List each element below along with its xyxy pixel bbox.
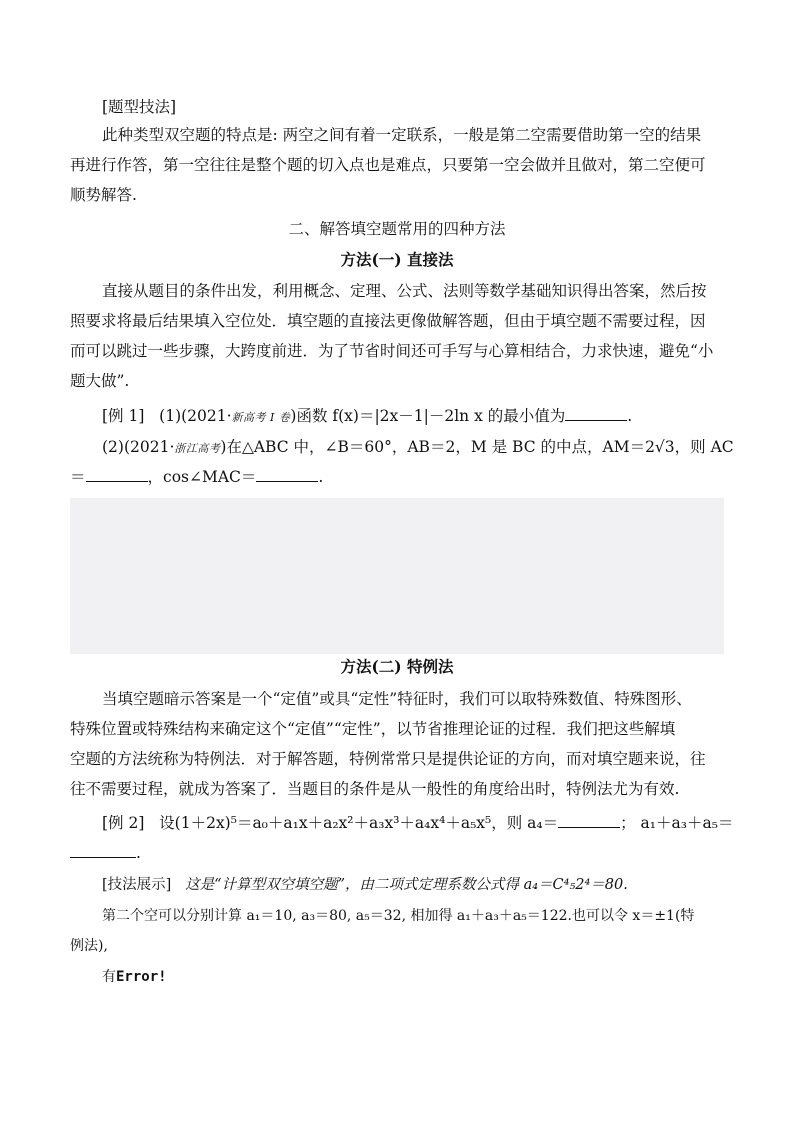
example-source-prefix: (1)(2021· bbox=[159, 407, 232, 425]
skill-tag: [技法展示] bbox=[102, 877, 172, 893]
example-2-line2 bbox=[70, 842, 724, 864]
example-1-q2 bbox=[102, 436, 734, 460]
paragraph-line: 顺势解答. bbox=[70, 186, 137, 204]
example-question-text: )函数 f(x)＝|2x－1|－2ln x 的最小值为 bbox=[290, 407, 566, 425]
paragraph-line: 此种类型双空题的特点是: 两空之间有着一定联系，一般是第二空需要借助第一空的结果 bbox=[102, 126, 702, 144]
example-question-text: )在△ABC 中，∠B＝60°，AB＝2，M 是 BC 的中点，AM＝2√3，则 AC bbox=[220, 438, 734, 456]
equals-sign: ＝ bbox=[70, 468, 86, 486]
example-source: 浙江高考 bbox=[174, 442, 221, 455]
answer-blank bbox=[565, 405, 627, 421]
answer-blank bbox=[86, 466, 148, 482]
section-heading-technique: [题型技法] bbox=[102, 98, 177, 116]
paragraph-line: 直接从题目的条件出发，利用概念、定理、公式、法则等数学基础知识得出答案，然后按 bbox=[102, 282, 707, 300]
skill-text: 这是“计算型双空填空题”，由二项式定理系数公式得 a₄＝C⁴₅2⁴＝80. bbox=[185, 877, 628, 893]
paragraph-line: 往不需要过程，就成为答案了．当题目的条件是从一般性的角度给出时，特例法尤为有效. bbox=[70, 780, 680, 798]
paragraph-line: 空题的方法统称为特例法．对于解答题，特例常常只是提供论证的方向，而对填空题来说，往 bbox=[70, 750, 706, 768]
example-1-q2-line2 bbox=[70, 466, 724, 488]
punct: . bbox=[318, 468, 324, 486]
paragraph-line: 照要求将最后结果填入空位处．填空题的直接法更像做解答题，但由于填空题不需要过程，因 bbox=[70, 312, 706, 330]
example-source: 新高考 Ⅰ 卷 bbox=[231, 411, 291, 424]
paragraph-line: 而可以跳过一些步骤，大跨度前进．为了节省时间还可手写与心算相结合，力求快速，避免“小 bbox=[70, 342, 714, 360]
paragraph-line: 题大做”. bbox=[70, 372, 130, 390]
section-title: 二、解答填空题常用的四种方法 bbox=[288, 220, 506, 238]
paragraph-line: 当填空题暗示答案是一个“定值”或具“定性”特征时，我们可以取特殊数值、特殊图形、 bbox=[102, 690, 692, 708]
skill-line-1 bbox=[102, 874, 724, 896]
skill-text: 有 bbox=[102, 969, 116, 985]
example-source-prefix: (2)(2021· bbox=[102, 438, 175, 456]
skill-line-4 bbox=[102, 966, 724, 988]
method-1-title: 方法(一) 直接法 bbox=[340, 250, 454, 269]
error-text: Error! bbox=[116, 969, 167, 985]
skill-line-3: 例法), bbox=[70, 938, 108, 954]
example-tag: [例 2] bbox=[102, 814, 145, 832]
example-2 bbox=[102, 812, 734, 834]
answer-blank bbox=[256, 466, 318, 482]
skill-line-2: 第二个空可以分别计算 a₁＝10, a₃＝80, a₅＝32, 相加得 a₁＋a₃＋a₅＝122.也可以令 x＝±1(特 bbox=[102, 908, 695, 924]
solution-placeholder-block bbox=[70, 498, 724, 654]
punct: . bbox=[136, 844, 141, 862]
punct: . bbox=[627, 407, 633, 425]
example-question-text: ； a₁＋a₃＋a₅＝ bbox=[620, 814, 734, 832]
example-tag: [例 1] bbox=[102, 407, 145, 425]
example-question-text: ，cos∠MAC＝ bbox=[147, 468, 257, 486]
answer-blank bbox=[558, 812, 620, 828]
example-1-q1 bbox=[102, 405, 724, 429]
paragraph-line: 特殊位置或特殊结构来确定这个“定值”“定性”，以节省推理论证的过程．我们把这些解填 bbox=[70, 720, 676, 738]
answer-blank bbox=[70, 842, 136, 858]
paragraph-line: 再进行作答，第一空往往是整个题的切入点也是难点，只要第一空会做并且做对，第二空便可 bbox=[70, 156, 706, 174]
method-2-title: 方法(二) 特例法 bbox=[340, 657, 454, 676]
example-question-text: 设(1＋2x)⁵＝a₀＋a₁x＋a₂x²＋a₃x³＋a₄x⁴＋a₅x⁵，则 a₄＝ bbox=[159, 814, 559, 832]
